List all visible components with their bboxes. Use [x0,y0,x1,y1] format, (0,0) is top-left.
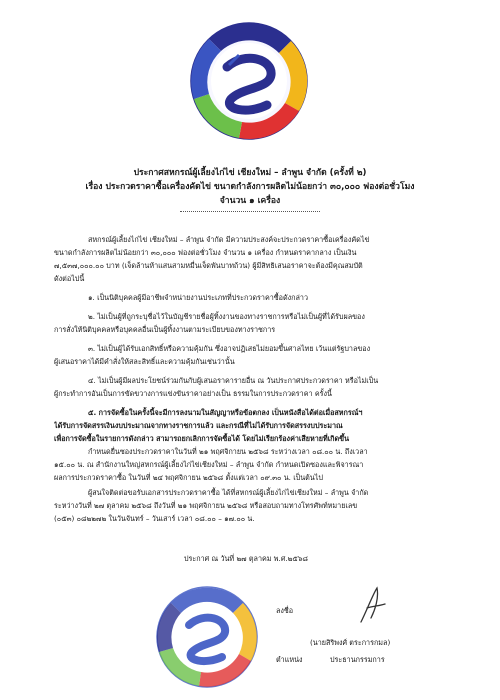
qualification-3: ๓. ไม่เป็นผู้ได้รับเอกสิทธิ์หรือความคุ้มกัน ซึ่งอาจปฏิเสธไม่ยอมขึ้นศาลไทย เว้นแต่รัฐบาลของ [88,344,371,353]
body-line: ๑๕.๐๐ น. ณ สำนักงานใหญ่สหกรณ์ผู้เลี้ยงไก่ไข่เชียงใหม่ – ลำพูน จำกัด กำหนดเปิดซองและพิจารณา [54,460,364,469]
announcement-date: ประกาศ ณ วันที่ ๒๗ ตุลาคม พ.ศ.๒๕๖๘ [184,554,308,563]
signer-position: ประธานกรรมการ [330,655,385,664]
announcement-quantity: จำนวน ๑ เครื่อง [219,196,281,206]
body-line: ดังต่อไปนี้ [54,274,85,283]
header-divider [180,211,320,212]
submission-schedule: กำหนดยื่นซองประกวดราคาในวันที่ ๒๑ พฤศจิกายน ๒๕๖๘ ระหว่างเวลา ๐๘.๐๐ น. ถึงเวลา [88,447,368,456]
cooperative-logo [184,10,314,152]
sign-label: ลงชื่อ [276,606,294,615]
announcement-title: ประกาศสหกรณ์ผู้เลี้ยงไก่ไข่ เชียงใหม่ – ลำพูน จำกัด (ครั้งที่ ๒) [133,168,367,178]
qualification-1: ๑. เป็นนิติบุคคลผู้มีอาชีพจำหน่ายงานประเภทที่ประกวดราคาซื้อดังกล่าว [88,293,308,302]
body-line: ผู้กระทำการอันเป็นการขัดขวางการแข่งขันราคาอย่างเป็น ธรรมในการประกวดราคา ครั้งนี้ [54,389,332,398]
budget-condition: ๕. การจัดซื้อในครั้งนี้จะมีการลงนามในสัญญาหรือข้อตกลง เป็นหนังสือได้ต่อเมื่อสหกรณ์ฯ [88,408,363,417]
handwritten-signature [355,584,389,626]
body-line: ผลการประกวดราคาซื้อ ในวันที่ ๒๔ พฤศจิกายน ๒๕๖๘ ตั้งแต่เวลา ๐๙.๓๐ น. เป็นต้นไป [54,473,323,482]
body-line: ๗,๕๓๗,๐๐๐.๐๐ บาท (เจ็ดล้านห้าแสนสามหมื่นเจ็ดพันบาทถ้วน) ผู้มีสิทธิเสนอราคาจะต้องมีคุณสมบัติ [54,261,363,270]
body-line: การสั่งให้นิติบุคคลหรือบุคคลอื่นเป็นผู้ทิ้งงานตามระเบียบของทางราชการ [54,325,276,334]
position-label: ตำแหน่ง [276,655,303,664]
body-line: ขนาดกำลังการผลิตไม่น้อยกว่า ๓๐,๐๐๐ ฟองต่อชั่วโมง จำนวน ๑ เครื่อง กำหนดราคากลาง เป็นเงิน [54,248,357,257]
announcement-body [54,233,466,525]
body-line: ระหว่างวันที่ ๒๗ ตุลาคม ๒๕๖๘ ถึงวันที่ ๒๑ พฤศจิกายน ๒๕๖๘ หรือสอบถามทางโทรศัพท์หมายเลข [54,501,358,510]
qualification-4: ๔. ไม่เป็นผู้มีผลประโยชน์ร่วมกันกับผู้เสนอราคารายอื่น ณ วันประกาศประกวดราคา หรือไม่เป็น [88,376,379,385]
body-line: ได้รับการจัดสรรเงินงบประมาณจากทางราชการแล้ว และกรณีที่ไม่ได้รับการจัดสรรงบประมาณ [54,421,343,430]
body-line: (๐๕๓) ๐๘๒๒๗๒ ในวันจันทร์ – วันเสาร์ เวลา ๐๘.๐๐ – ๑๗.๐๐ น. [54,514,255,523]
cooperative-seal [150,582,265,692]
contact-info: ผู้สนใจติดต่อขอรับเอกสารประกวดราคาซื้อ ได้ที่สหกรณ์ผู้เลี้ยงไก่ไข่เชียงใหม่ – ลำพูน จำกัด [88,488,369,497]
body-line: เพื่อการจัดซื้อในรายการดังกล่าว สามารถยกเลิกการจัดซื้อได้ โดยไม่เรียกร้องค่าเสียหายที่เกิดขึ้น [54,434,349,443]
body-line: ผู้เสนอราคาได้มีคำสั่งให้สละสิทธิ์และความคุ้มกันเช่นว่านั้น [54,357,235,366]
body-line: สหกรณ์ผู้เลี้ยงไก่ไข่ เชียงใหม่ – ลำพูน จำกัด มีความประสงค์จะประกวดราคาซื้อเครื่องคัดไข่ [88,235,370,244]
announcement-subject: เรื่อง ประกวดราคาซื้อเครื่องคัดไข่ ขนาดกำลังการผลิตไม่น้อยกว่า ๓๐,๐๐๐ ฟองต่อชั่วโมง [85,182,415,192]
qualification-2: ๒. ไม่เป็นผู้ที่ถูกระบุชื่อไว้ในบัญชีรายชื่อผู้ทิ้งงานของทางราชการหรือไม่เป็นผู้ที่ได้รับผลของ [88,312,365,321]
signer-name: (นายสิริพงศ์ ตระการกมล) [310,638,391,647]
